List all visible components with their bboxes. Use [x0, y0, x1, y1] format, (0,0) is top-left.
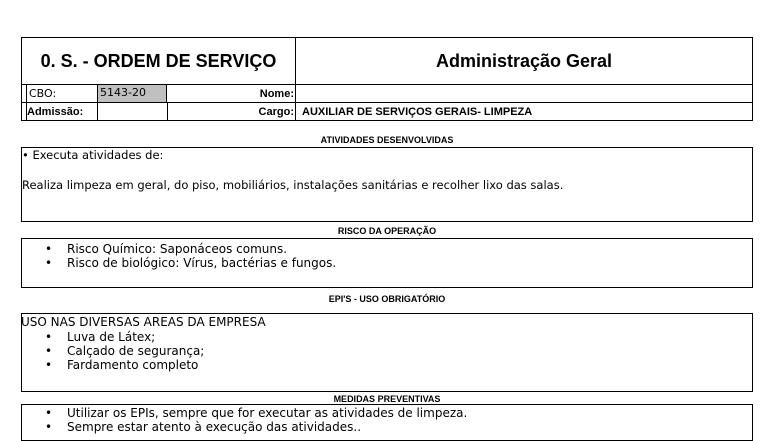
epis-box	[21, 313, 753, 392]
order-title	[21, 37, 296, 85]
nome-label: Nome:	[259, 88, 294, 100]
risco-box	[21, 238, 753, 288]
cargo-label: Cargo:	[258, 106, 294, 118]
epis-intro: USO NAS DIVERSAS AREAS DA EMPRESA	[21, 315, 266, 329]
medidas-box	[21, 404, 753, 441]
department-title-text: Administração Geral	[435, 50, 613, 71]
order-title-text: 0. S. - ORDEM DE SERVIÇO	[40, 50, 277, 71]
cbo-label: CBO:	[29, 87, 57, 100]
cbo-value[interactable]: 5143-20	[97, 85, 167, 102]
department-title	[295, 37, 753, 85]
admissao-divider	[97, 102, 98, 121]
epi-item: • Calçado de segurança;	[67, 344, 204, 358]
risco-item: • Risco Químico: Saponáceos comuns.	[67, 242, 336, 256]
atividades-line-1: • Executa atividades de:	[22, 148, 164, 162]
cargo-value[interactable]: AUXILIAR DE SERVIÇOS GERAIS- LIMPEZA	[302, 106, 533, 118]
atividades-title: ATIVIDADES DESENVOLVIDAS	[320, 135, 454, 145]
admissao-divider-2	[167, 102, 168, 121]
risco-item: • Risco de biológico: Vírus, bactérias e fungos.	[67, 256, 336, 270]
risco-title: RISCO DA OPERAÇÃO	[337, 226, 437, 236]
epis-title: EPI'S - USO OBRIGATÓRIO	[328, 294, 446, 304]
medidas-item: • Utilizar os EPIs, sempre que for executar as atividades de limpeza.	[67, 406, 467, 420]
admissao-label: Admissão:	[27, 106, 84, 118]
atividades-line-2: Realiza limpeza em geral, do piso, mobiliários, instalações sanitárias e recolher lixo das salas.	[22, 178, 564, 192]
epi-item: • Luva de Látex;	[67, 330, 204, 344]
epi-item: • Fardamento completo	[67, 358, 204, 372]
medidas-item: • Sempre estar atento à execução das atividades..	[67, 420, 467, 434]
medidas-title: MEDIDAS PREVENTIVAS	[333, 394, 441, 404]
atividades-box	[21, 147, 753, 222]
